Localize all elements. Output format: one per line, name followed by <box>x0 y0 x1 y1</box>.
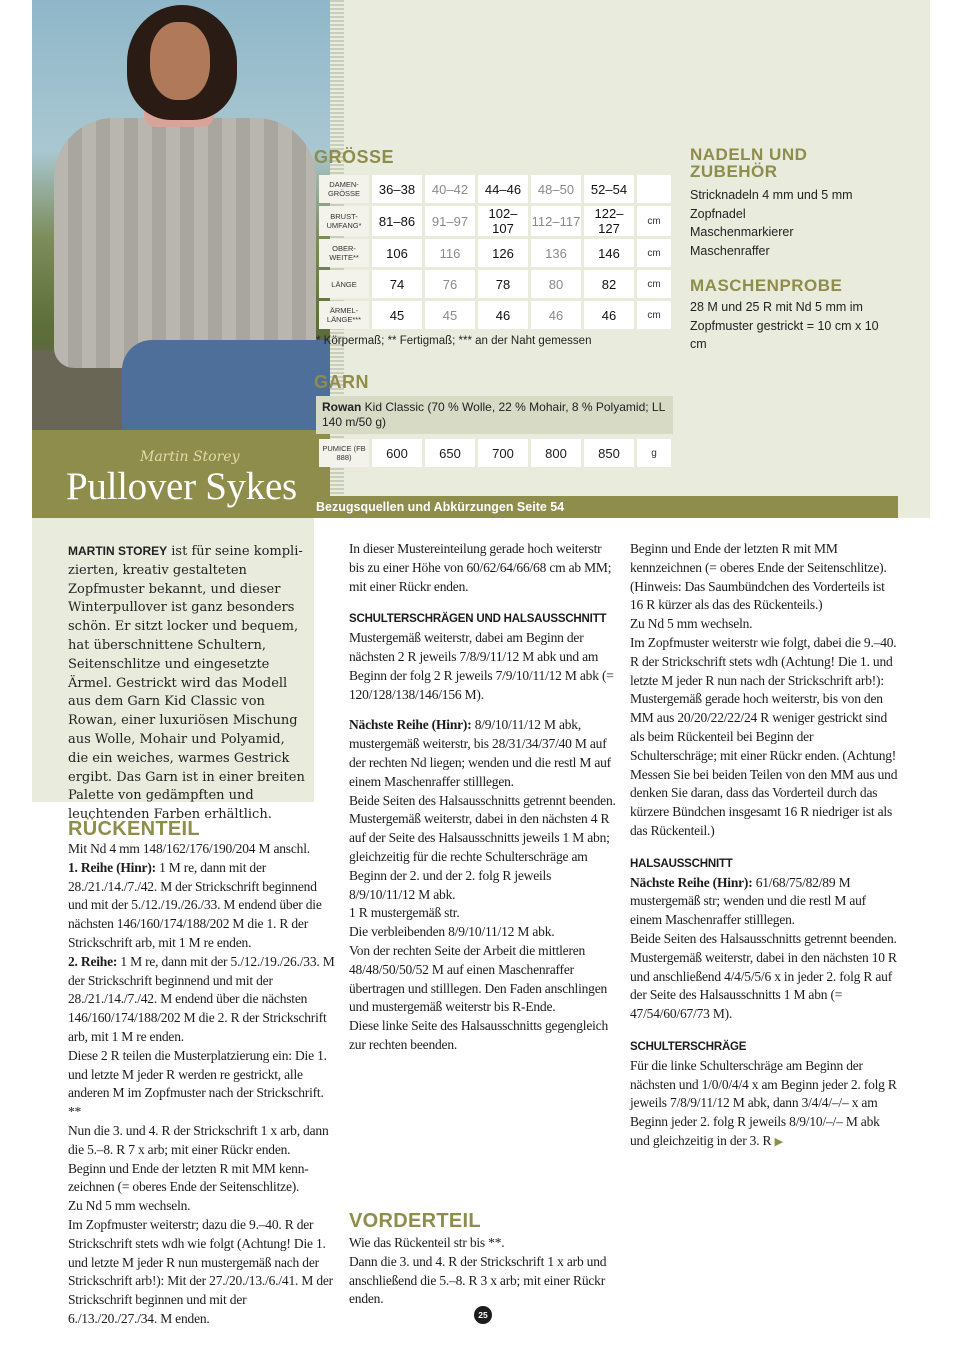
needles-heading: NADELN UND ZUBEHÖR <box>690 145 808 181</box>
size-cell: 46 <box>584 301 634 329</box>
intro-name: MARTIN STOREY <box>68 544 168 558</box>
size-cell: 102–107 <box>478 206 528 236</box>
size-unit: cm <box>637 270 671 298</box>
size-row-label: DAMEN-GRÖSSE <box>319 175 369 203</box>
paragraph: Diese linke Seite des Halsausschnitts gegengleich zur rechten beenden. <box>349 1018 609 1052</box>
sweater-shape <box>54 118 316 368</box>
size-cell: 74 <box>372 270 422 298</box>
size-row <box>319 301 671 329</box>
size-cell: 48–50 <box>531 175 581 203</box>
row-text: 1 M re, dann mit der 28./21./14./7./42. M der Strickschrift beginnend und mit der 5./12./19./26./33. M endend über die nächsten 146/160/174/188/202 M die 1. R der Strickschrift arb, mit 1 M re enden. <box>68 859 322 950</box>
paragraph: Beginn und Ende der letzten R mit MM kennzeichnen (= oberes Ende der Seitenschlitze). <box>630 541 887 575</box>
paragraph: Beide Seiten des Halsausschnitts getrennt beenden. <box>630 930 897 946</box>
row-label: Nächste Reihe (Hinr): <box>630 874 753 890</box>
paragraph: Mustergemäß gerade hoch weiterstr, bis von den MM aus 20/20/22/22/24 R weniger gestrickt sind als beim Rückenteil bei Beginn der Schulterschräge; mit einer Rückr enden. (Achtung! Messen Sie bei beiden Teilen von den MM aus und denken Sie daran, dass das Vorderteil durch das kürzere Bündchen insgesamt 16 R niedriger ist als das Rückenteil.) <box>630 691 898 838</box>
size-cell: 45 <box>372 301 422 329</box>
paragraph: Die verbleibenden 8/9/10/11/12 M abk. <box>349 924 555 940</box>
size-row-label: BRUST-UMFANG* <box>319 206 369 236</box>
spacer <box>630 1024 898 1036</box>
row-label: 2. Reihe: <box>68 953 118 969</box>
yarn-heading: GARN <box>314 372 369 392</box>
paragraph: Mustergemäß weiterstr, dabei in den nächsten 10 R und anschließend 4/4/5/5/6 x in jeder 2. folg R auf der Seite des Halsausschnitts 1 M abn (= 47/54/60/67/73 M). <box>630 949 897 1022</box>
size-cell: 45 <box>425 301 475 329</box>
paragraph: Im Zopfmuster weiterstr wie folgt, dabei die 9.–40. R der Strickschrift stets wdh (Achtung! Die 1. und letzte M jeder R nun nach der Strickschrift arb!): <box>630 634 897 688</box>
size-cell: 91–97 <box>425 206 475 236</box>
size-cell: 112–117 <box>531 206 581 236</box>
row-text: 61/68/75/82/89 M mustergemäß str; wenden und die restl M auf einem Maschenraffer stilllegen. <box>630 874 866 928</box>
size-cell: 136 <box>531 239 581 267</box>
size-cell: 76 <box>425 270 475 298</box>
needles-list <box>690 186 853 260</box>
paragraph <box>630 874 898 930</box>
paragraph <box>68 953 338 1047</box>
size-cell: 78 <box>478 270 528 298</box>
paragraph: Nun die 3. und 4. R der Strickschrift 1 x arb, dann die 5.–8. R 7 x arb; mit einer Rückr enden. <box>68 1122 329 1157</box>
paragraph: Wie das Rückenteil str bis **. <box>349 1235 505 1250</box>
paragraph: Mit Nd 4 mm 148/162/176/190/204 M anschl. <box>68 841 310 856</box>
size-heading: GRÖSSE <box>314 147 395 167</box>
spacer <box>349 596 619 608</box>
paragraph-text: Für die linke Schulterschräge am Beginn der nächsten und 1/0/0/4/4 x am Beginn jeder 2. folg R jeweils 7/8/9/11/12 M abk, dann 3/4/4/–/– x am Beginn jeder 2. folg R jeweils 8/9/10/–/– M abk und gleichzeitig in der 3. R <box>630 1057 897 1148</box>
size-cell: 44–46 <box>478 175 528 203</box>
size-cell: 126 <box>478 239 528 267</box>
needles-item: Maschenmarkierer <box>690 225 794 239</box>
yarn-cell: 650 <box>425 439 475 467</box>
paragraph: (Hinweis: Das Saumbündchen des Vorderteils ist 16 R kürzer als das des Rückenteils.) <box>630 578 885 613</box>
paragraph: Mustergemäß weiterstr, dabei in den nächsten 4 R auf der Seite des Halsausschnitts jeweils 1 M abn; gleichzeitig für die rechte Schulterschräge am Beginn der 2. und der 2. folg R jeweils 8/9/10/11/12 M abk. <box>349 811 610 902</box>
size-cell: 106 <box>372 239 422 267</box>
paragraph: Dann die 3. und 4. R der Strickschrift 1 x arb und anschließend die 5.–8. R 3 x arb; mit einer Rückr enden. <box>349 1253 607 1307</box>
intro-box <box>32 518 314 823</box>
size-table <box>316 172 674 332</box>
paragraph: Beide Seiten des Halsausschnitts getrennt beenden. <box>349 792 616 808</box>
paragraph <box>68 859 338 953</box>
face-shape <box>150 22 210 100</box>
paragraph: Zu Nd 5 mm wechseln. <box>630 616 753 632</box>
intro-body: ist für seine komplizierten, kreativ gestalteten Zopfmuster bekannt, und dieser Winterpullover ist ganz besonders schön. Er sitzt locker und bequem, hat überschnittene Schultern, Seitenschlitze und eingesetzte Ärmel. Gestrickt wird das Modell aus dem Garn Kid Classic von Rowan, einer luxuriösen Mischung aus Wolle, Mohair und Polyamid, die ein weiches, warmes Gestrick ergibt. Das Garn ist in einer breiten Palette von gedämpften und leuchtenden Farben erhältlich. <box>68 544 305 823</box>
size-row <box>319 206 671 236</box>
page-number: 25 <box>474 1306 492 1324</box>
needles-item: Maschenraffer <box>690 243 770 258</box>
paragraph: Von der rechten Seite der Arbeit die mittleren 48/48/50/50/52 M auf einen Maschenraffer übertragen und stilllegen. Den Faden anschlingen und mustergemäß weiterstr bis R-Ende. <box>349 942 608 1015</box>
gauge-heading: MASCHENPROBE <box>690 276 843 295</box>
yarn-brand: Rowan <box>322 400 362 414</box>
size-row-label: LÄNGE <box>319 270 369 298</box>
column-1 <box>68 840 338 1329</box>
column-2-bottom <box>349 1234 619 1309</box>
column-2 <box>349 540 619 1055</box>
paragraph: Beginn und Ende der letzten R mit MM kennzeichnen (= oberes Ende der Seitenschlitze). <box>68 1160 309 1195</box>
paragraph: Im Zopfmuster weiterstr; dazu die 9.–40. R der Strickschrift stets wdh wie folgt (Achtung! Die 1. und letzte M jeder R nun mustergemäß nach der Strickschrift arb!): Mit der 27./20./13./6./41. M der Strickschrift beginnen und mit der 6./13./20./27./34. M enden. <box>68 1216 333 1326</box>
yarn-text: Kid Classic (70 % Wolle, 22 % Mohair, 8 % Polyamid; LL 140 m/50 g) <box>322 400 665 429</box>
size-unit: cm <box>637 239 671 267</box>
yarn-cell: 600 <box>372 439 422 467</box>
title-box <box>32 430 330 518</box>
subheading-schulterschraege: SCHULTERSCHRÄGE <box>630 1040 747 1053</box>
size-row <box>319 175 671 203</box>
size-unit: cm <box>637 206 671 236</box>
size-unit <box>637 175 671 203</box>
spacer <box>630 841 898 853</box>
yarn-description <box>316 396 673 434</box>
yarn-unit: g <box>637 439 671 467</box>
size-cell: 122–127 <box>584 206 634 236</box>
size-cell: 146 <box>584 239 634 267</box>
section-heading-vorderteil: VORDERTEIL <box>349 1210 481 1232</box>
size-cell: 80 <box>531 270 581 298</box>
size-cell: 40–42 <box>425 175 475 203</box>
intro-text <box>68 542 308 825</box>
section-heading-rueckenteil: RÜCKENTEIL <box>68 818 200 840</box>
size-footnote: * Körpermaß; ** Fertigmaß; *** an der Naht gemessen <box>316 335 592 347</box>
spacer <box>349 704 619 716</box>
paragraph <box>630 1057 898 1152</box>
gauge-text: 28 M und 25 R mit Nd 5 mm im Zopfmuster gestrickt = 10 cm x 10 cm <box>690 300 879 351</box>
paragraph <box>349 716 619 791</box>
sources-bar: Bezugsquellen und Abkürzungen Seite 54 <box>312 496 898 518</box>
column-3 <box>630 540 898 1152</box>
row-text: 1 M re, dann mit der 5./12./19./26./33. M der Strickschrift beginnend und mit der 28./21./14./7./42. M endend über die nächsten 146/160/174/188/202 M die 2. R der Strickschrift arb, mit 1 M re enden. <box>68 953 335 1044</box>
size-cell: 52–54 <box>584 175 634 203</box>
needles-item: Stricknadeln 4 mm und 5 mm <box>690 188 853 202</box>
yarn-cell: 800 <box>531 439 581 467</box>
paragraph: Zu Nd 5 mm wechseln. <box>68 1198 191 1214</box>
row-label: 1. Reihe (Hinr): <box>68 859 156 875</box>
size-cell: 36–38 <box>372 175 422 203</box>
size-row <box>319 239 671 267</box>
row-label: Nächste Reihe (Hinr): <box>349 717 472 733</box>
designer-name: Martin Storey <box>140 449 240 465</box>
size-row <box>319 270 671 298</box>
page-title: Pullover Sykes <box>66 465 297 508</box>
paragraph: In dieser Mustereinteilung gerade hoch weiterstr bis zu einer Höhe von 60/62/64/66/68 cm ab MM; mit einer Rückr enden. <box>349 541 612 594</box>
yarn-table <box>316 436 674 470</box>
size-row-label: OBER-WEITE** <box>319 239 369 267</box>
size-cell: 81–86 <box>372 206 422 236</box>
paragraph: 1 R mustergemäß str. <box>349 905 460 921</box>
yarn-cell: 850 <box>584 439 634 467</box>
size-cell: 82 <box>584 270 634 298</box>
subheading-schulterschraegen: SCHULTERSCHRÄGEN UND HALSAUSSCHNITT <box>349 613 607 626</box>
subheading-halsausschnitt: HALSAUSSCHNITT <box>630 857 733 870</box>
jeans-shape <box>122 340 330 430</box>
model-photo <box>32 0 330 430</box>
yarn-row <box>319 439 671 467</box>
size-unit: cm <box>637 301 671 329</box>
size-cell: 46 <box>531 301 581 329</box>
size-row-label: ÄRMEL-LÄNGE*** <box>319 301 369 329</box>
size-cell: 46 <box>478 301 528 329</box>
needles-item: Zopfnadel <box>690 206 746 221</box>
yarn-color-label: PUMICE (FB 888) <box>319 439 369 467</box>
continue-arrow-icon: ▶ <box>774 1135 783 1148</box>
row-text: 8/9/10/11/12 M abk, mustergemäß weiterstr, bis 28/31/34/37/40 M auf der rechten Nd liegen; wenden und die restl M auf einem Maschenraffer stilllegen. <box>349 717 611 789</box>
paragraph: Diese 2 R teilen die Musterplatzierung ein: Die 1. und letzte M jeder R werden re gestrickt, alle anderen M im Zopfmuster nach der Strickschrift. ** <box>68 1047 327 1120</box>
paragraph: Mustergemäß weiterstr, dabei am Beginn der nächsten 2 R jeweils 7/8/9/11/12 M abk und am Beginn der folg 2 R jeweils 7/9/10/11/12 M abk (= 120/128/138/146/156 M). <box>349 630 614 702</box>
size-cell: 116 <box>425 239 475 267</box>
yarn-cell: 700 <box>478 439 528 467</box>
